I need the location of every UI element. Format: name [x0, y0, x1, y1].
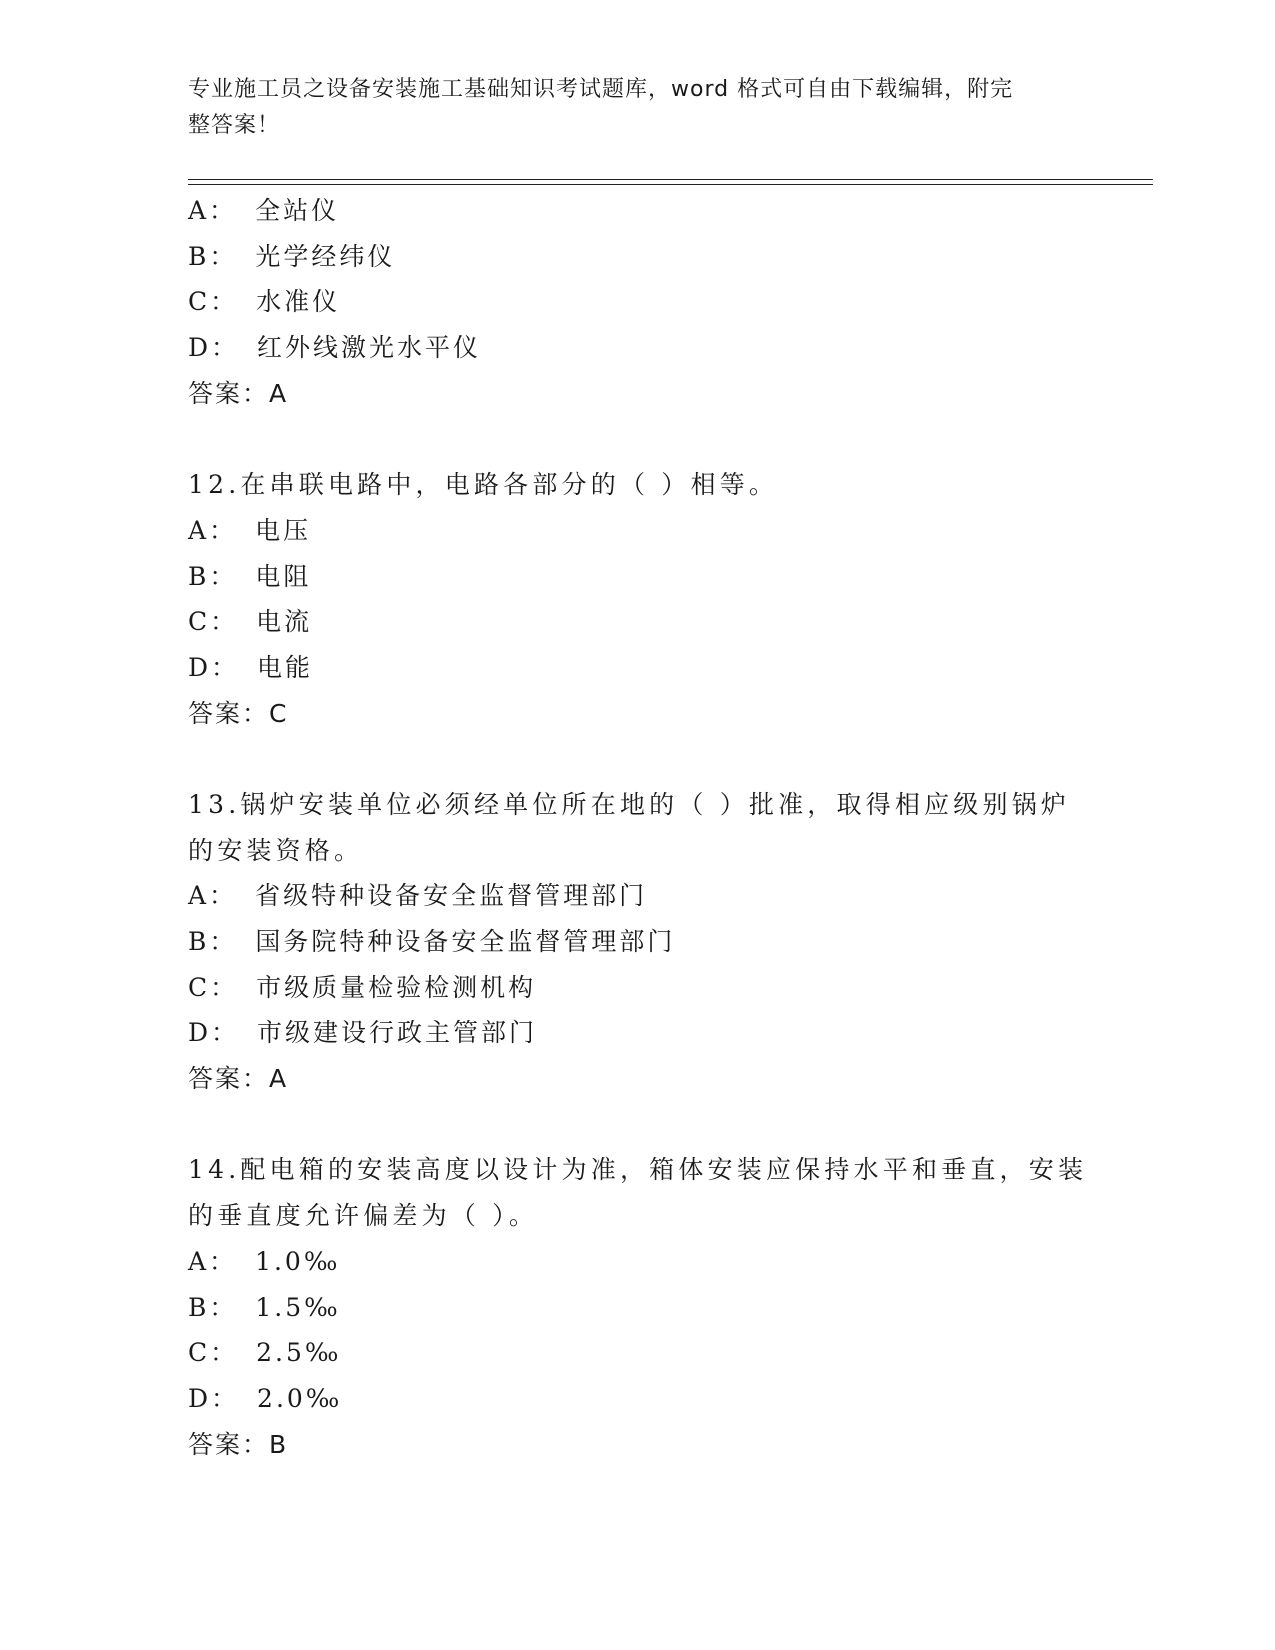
answer-line: 答案：A: [188, 378, 289, 408]
option-letter: D：: [188, 333, 240, 363]
option-b: [188, 1285, 1088, 1331]
question-stem-continued: 的安装资格。: [188, 835, 364, 865]
question-stem: 14.配电箱的安装高度以设计为准，箱体安装应保持水平和垂直，安装: [188, 1155, 1088, 1185]
option-text: 省级特种设备安全监督管理部门: [255, 881, 648, 911]
option-letter: B：: [188, 927, 238, 956]
option-d: [188, 645, 1088, 691]
option-a: [188, 508, 1088, 554]
option-a: [188, 188, 1088, 234]
option-letter: C：: [188, 972, 239, 1002]
option-letter: C：: [188, 1338, 239, 1368]
header-divider-bottom: [188, 184, 1153, 185]
option-text: 市级质量检验检测机构: [256, 972, 537, 1002]
option-letter: A：: [188, 515, 238, 545]
option-text: 全站仪: [255, 196, 340, 225]
option-letter: C：: [188, 287, 239, 317]
option-letter: D：: [188, 652, 240, 682]
option-d: [188, 325, 1088, 371]
option-text: 电阻: [255, 561, 312, 591]
option-text: 1.0‰: [255, 1246, 341, 1276]
answer-line: 答案：B: [188, 1429, 289, 1459]
option-c: [188, 279, 1088, 325]
option-a: [188, 873, 1088, 919]
option-letter: D：: [188, 1383, 240, 1413]
answer-line: 答案：A: [188, 1064, 289, 1094]
option-text: 2.0‰: [257, 1383, 343, 1413]
option-b: [188, 554, 1088, 600]
answer-line: 答案：C: [188, 698, 289, 728]
option-letter: B：: [188, 561, 238, 591]
option-a: [188, 1239, 1088, 1285]
option-text: 水准仪: [256, 287, 341, 317]
question-14: [188, 1147, 1088, 1467]
option-letter: B：: [188, 241, 238, 271]
option-text: 电能: [257, 652, 314, 682]
option-text: 国务院特种设备安全监督管理部门: [255, 927, 676, 956]
question-12: [188, 462, 1088, 736]
question-stem: 13.锅炉安装单位必须经单位所在地的（ ）批准，取得相应级别锅炉: [188, 789, 1071, 819]
option-c: [188, 599, 1088, 645]
option-text: 电压: [255, 515, 312, 545]
option-text: 红外线激光水平仪: [257, 333, 482, 363]
option-text: 2.5‰: [256, 1338, 342, 1368]
option-letter: C：: [188, 607, 239, 637]
header-line-1: 专业施工员之设备安装施工基础知识考试题库，word 格式可自由下载编辑，附完: [188, 77, 1014, 102]
option-letter: A：: [188, 881, 238, 911]
option-text: 市级建设行政主管部门: [257, 1018, 538, 1048]
option-d: [188, 1376, 1088, 1422]
option-text: 光学经纬仪: [255, 241, 396, 271]
option-letter: A：: [188, 196, 238, 225]
header-divider-top: [188, 179, 1153, 180]
header-line-2: 整答案！: [188, 113, 281, 138]
option-letter: D：: [188, 1018, 240, 1048]
question-stem-continued: 的垂直度允许偏差为（ ）。: [188, 1201, 539, 1231]
question-11: [188, 188, 1088, 416]
question-stem: 12.在串联电路中，电路各部分的（ ）相等。: [188, 470, 779, 500]
option-c: [188, 1330, 1088, 1376]
question-list: [188, 188, 1088, 1467]
option-c: [188, 965, 1088, 1011]
option-text: 电流: [256, 607, 313, 637]
option-letter: B：: [188, 1292, 238, 1322]
option-text: 1.5‰: [255, 1292, 341, 1322]
option-b: [188, 234, 1088, 280]
option-d: [188, 1010, 1088, 1056]
option-letter: A：: [188, 1246, 238, 1276]
option-b: [188, 919, 1088, 965]
document-header: [188, 72, 1068, 144]
question-13: [188, 782, 1088, 1102]
